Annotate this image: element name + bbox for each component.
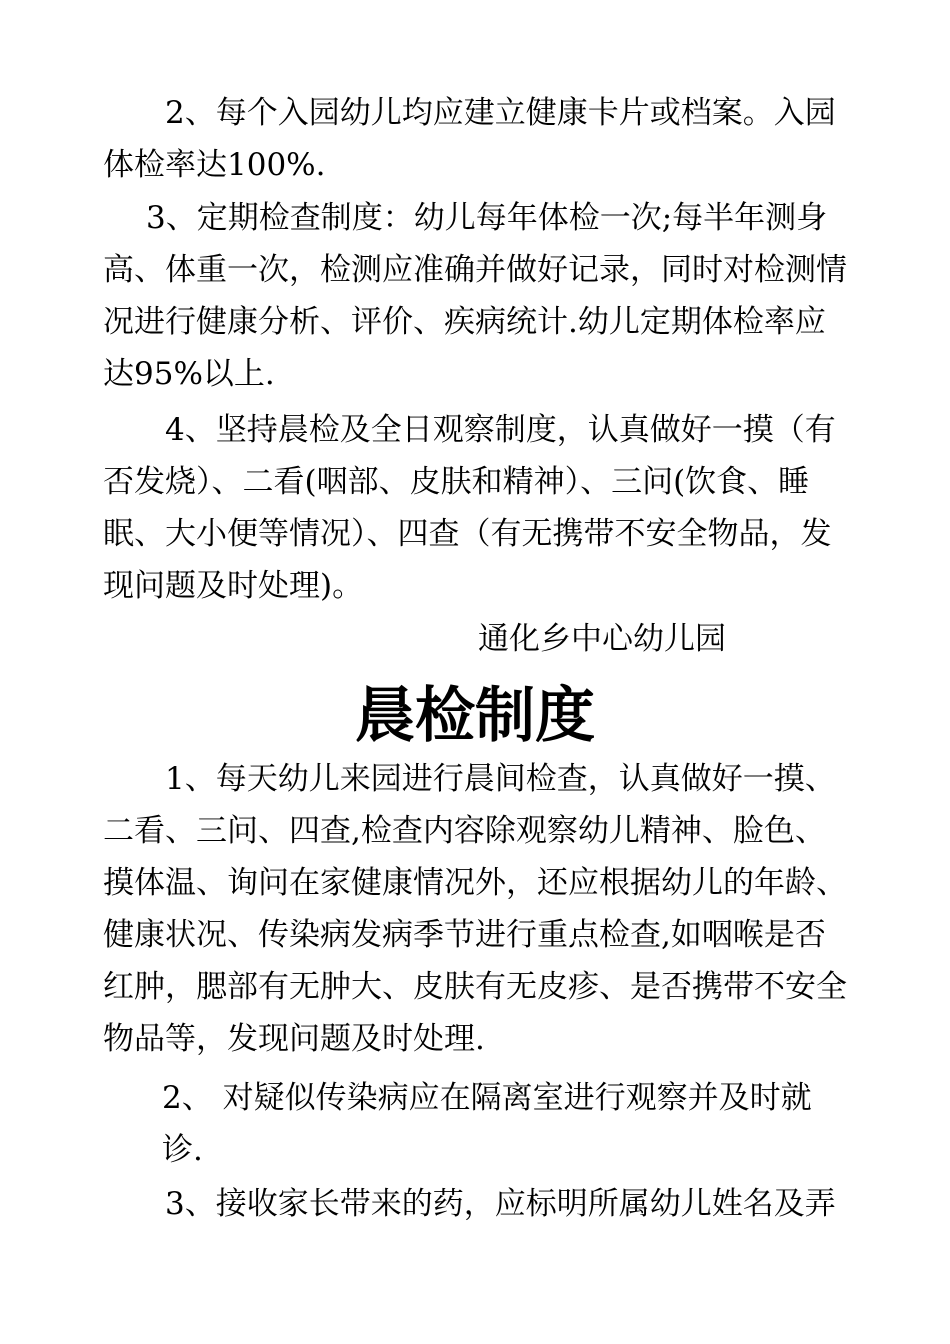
paragraph-daily-morning-check: 1、每天幼儿来园进行晨间检查，认真做好一摸、二看、三问、四查,检查内容除观察幼儿精神、脸色、摸体温、询问在家健康情况外，还应根据幼儿的年龄、健康状况、传染病发病季节进行重点检查,如咽喉是否红肿，腮部有无肿大、皮肤有无皮疹、是否携带不安全物品等，发现问题及时处理. (103, 761, 847, 1057)
paragraph-medicine-receipt: 3、接收家长带来的药，应标明所属幼儿姓名及弄 (165, 1186, 836, 1222)
signature-kindergarten: 通化乡中心幼儿园 (478, 621, 726, 657)
paragraph-suspected-infection: 2、 对疑似传染病应在隔离室进行观察并及时就诊. (162, 1080, 812, 1168)
paragraph-morning-check-observation: 4、坚持晨检及全日观察制度，认真做好一摸（有否发烧）、二看(咽部、皮肤和精神）、三问(饮食、睡眠、大小便等情况）、四查（有无携带不安全物品，发现问题及时处理)。 (103, 412, 836, 604)
paragraph-periodic-checkup: 3、定期检查制度：幼儿每年体检一次;每半年测身高、体重一次，检测应准确并做好记录，同时对检测情况进行健康分析、评价、疾病统计.幼儿定期体检率应达95%以上. (103, 200, 847, 392)
section-title: 晨检制度 (355, 681, 595, 751)
paragraph-enrollment-health-card: 2、每个入园幼儿均应建立健康卡片或档案。入园体检率达100%. (103, 95, 836, 183)
